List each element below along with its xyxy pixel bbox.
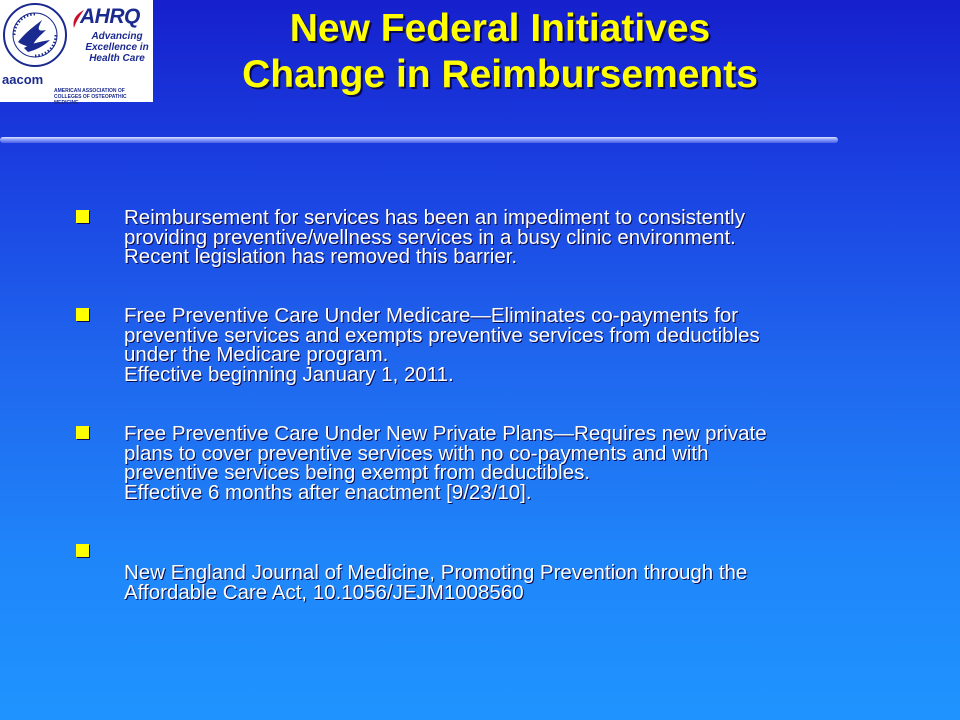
bullet-line: New England Journal of Medicine, Promoting Prevention through the [124, 561, 748, 584]
bullet-line: Recent legislation has removed this barrier. [124, 245, 518, 268]
square-bullet-icon [76, 308, 89, 321]
bullet-text [124, 306, 884, 384]
slide-title-line: New Federal Initiatives [289, 7, 711, 50]
bullet-line: preventive services and exempts preventive services from deductibles [124, 323, 760, 347]
slide-title-line: Change in Reimbursements [242, 53, 758, 96]
bullet-text [124, 424, 884, 502]
bullet-line: Free Preventive Care Under New Private Plans—Requires new private [124, 422, 767, 445]
bullet-line: Affordable Care Act, 10.1056/JEJM1008560 [124, 580, 524, 604]
square-bullet-icon [76, 544, 89, 557]
ahrq-wordmark: AHRQ [80, 5, 140, 28]
bullet-line: Free Preventive Care Under Medicare—Eliminates co-payments for [124, 304, 739, 327]
aacom-full-name-line: AMERICAN ASSOCIATION OF [54, 88, 125, 94]
square-bullet-icon [76, 426, 89, 439]
ahrq-tagline-line: Excellence in [85, 42, 149, 53]
bullet-line: under the Medicare program. [124, 343, 389, 366]
bullet-text [124, 563, 884, 602]
bullet-line: Effective beginning January 1, 2011. [124, 362, 454, 386]
bullet-text [124, 208, 884, 267]
ahrq-tagline-line: Health Care [89, 53, 145, 64]
bullet-line: Reimbursement for services has been an impediment to consistently [124, 206, 745, 229]
square-bullet-icon [76, 210, 89, 223]
aacom-wordmark: aacom [2, 72, 44, 87]
bullet-line: plans to cover preventive services with no co-payments and with [124, 441, 709, 465]
bullet-line: preventive services being exempt from deductibles. [124, 461, 591, 484]
aacom-full-name-line: COLLEGES OF OSTEOPATHIC MEDICINE [54, 94, 127, 106]
ahrq-tagline-line: Advancing [91, 31, 143, 42]
bullet-line: Effective 6 months after enactment [9/23/10]. [124, 480, 532, 504]
bullet-line: providing preventive/wellness services in a busy clinic environment. [124, 225, 736, 249]
